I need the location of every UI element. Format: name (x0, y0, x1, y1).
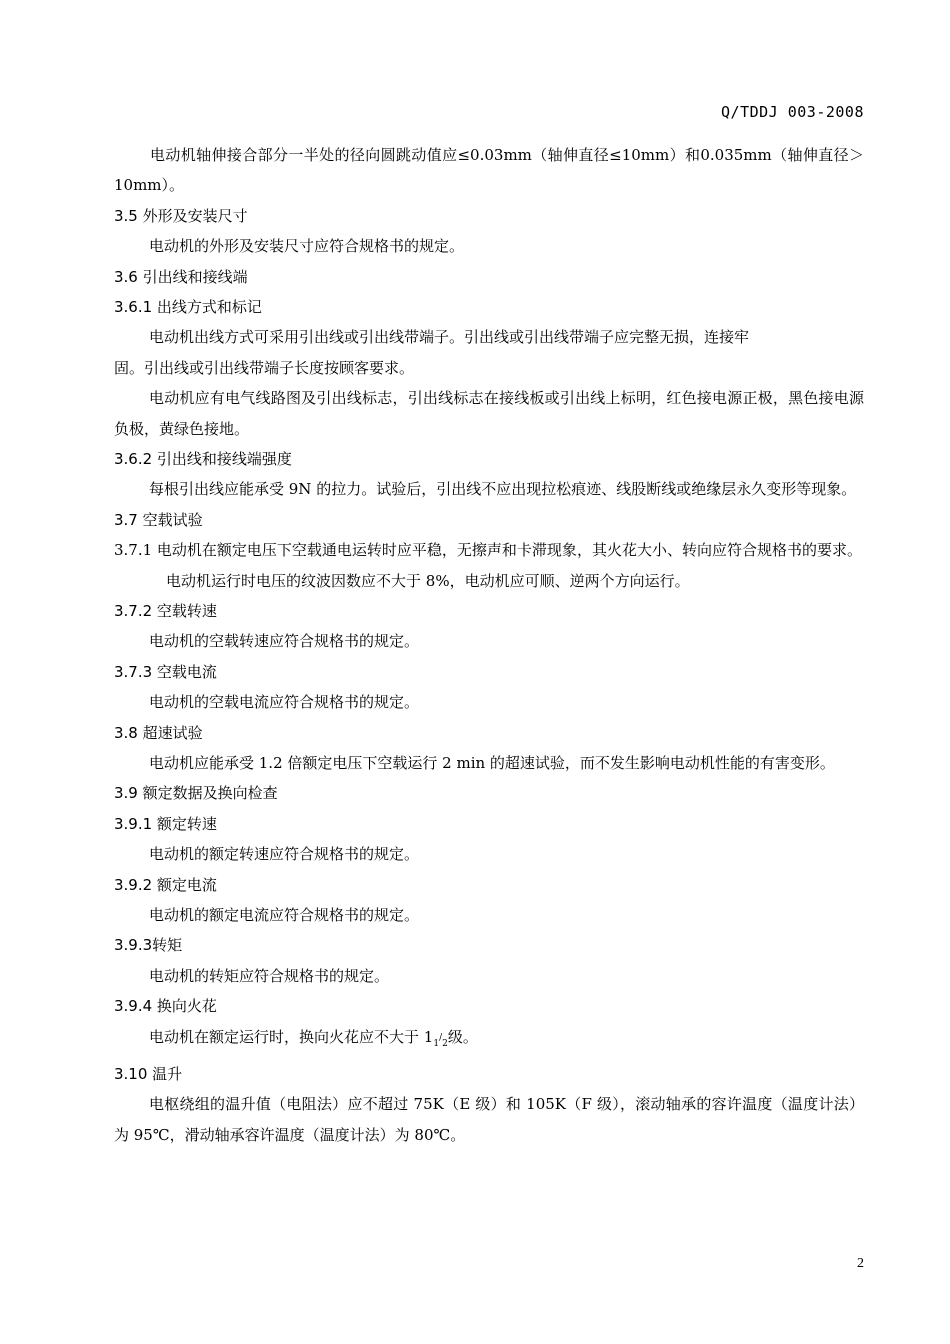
sparking-text-post: 级。 (447, 1027, 478, 1046)
document-code-header: Q/TDDJ 003-2008 (721, 103, 864, 121)
paragraph-3-9-4 (114, 1022, 864, 1059)
paragraph-3-6-1-a-line1: 电动机出线方式可采用引出线或引出线带端子。引出线或引出线带端子应完整无损，连接牢 (149, 328, 750, 347)
paragraph-3-7-1-ripple: 电动机运行时电压的纹波因数应不大于 8%，电动机应可顺、逆两个方向运行。 (166, 571, 690, 590)
paragraph-3-9-3: 电动机的转矩应符合规格书的规定。 (149, 966, 390, 985)
heading-3-9-2: 3.9.2 额定电流 (114, 875, 217, 894)
fraction-denominator: 2 (442, 1038, 448, 1049)
heading-3-7: 3.7 空载试验 (114, 510, 203, 529)
paragraph-3-6-1-b: 电动机应有电气线路图及引出线标志，引出线标志在接线板或引出线上标明，红色接电源正极，黑色接电源负极，黄绿色接地。 (114, 389, 864, 438)
heading-3-10: 3.10 温升 (114, 1064, 183, 1083)
document-body (114, 140, 864, 1150)
heading-3-7-3: 3.7.3 空载电流 (114, 662, 217, 681)
fraction-slash: / (439, 1032, 443, 1043)
heading-3-6: 3.6 引出线和接线端 (114, 267, 248, 286)
heading-3-6-1: 3.6.1 出线方式和标记 (114, 298, 262, 316)
paragraph-3-6-2: 每根引出线应能承受 9N 的拉力。试验后，引出线不应出现拉松痕迹、线股断线或绝缘层永久变形等现象。 (149, 480, 857, 499)
paragraph-3-10: 电枢绕组的温升值（电阻法）应不超过 75K（E 级）和 105K（F 级），滚动轴承的容许温度（温度计法）为 95℃，滑动轴承容许温度（温度计法）为 80℃。 (114, 1095, 864, 1144)
fraction-numerator: 1 (433, 1038, 440, 1049)
heading-3-5: 3.5 外形及安装尺寸 (114, 206, 248, 225)
heading-3-9-1: 3.9.1 额定转速 (114, 814, 217, 833)
paragraph-3-5: 电动机的外形及安装尺寸应符合规格书的规定。 (149, 237, 465, 256)
paragraph-3-9-2: 电动机的额定电流应符合规格书的规定。 (149, 905, 420, 924)
heading-3-9-4: 3.9.4 换向火花 (114, 997, 217, 1016)
paragraph-3-6-1-a-line2: 固。引出线或引出线带端子长度按顾客要求。 (114, 358, 415, 377)
paragraph-3-8: 电动机应能承受 1.2 倍额定电压下空载运行 2 min 的超速试验，而不发生影响电动机性能的有害变形。 (149, 754, 835, 772)
paragraph-3-7-3: 电动机的空载电流应符合规格书的规定。 (149, 693, 420, 712)
paragraph-3-7-2: 电动机的空载转速应符合规格书的规定。 (149, 632, 420, 651)
heading-3-7-2: 3.7.2 空载转速 (114, 602, 217, 621)
heading-3-9: 3.9 额定数据及换向检查 (114, 784, 278, 803)
heading-3-8: 3.8 超速试验 (114, 723, 203, 742)
heading-3-6-2: 3.6.2 引出线和接线端强度 (114, 450, 292, 469)
sparking-text-pre: 电动机在额定运行时，换向火花应不大于 1 (149, 1027, 434, 1046)
paragraph-shaft-runout: 电动机轴伸接合部分一半处的径向圆跳动值应≤0.03mm（轴伸直径≤10mm）和0.035mm（轴伸直径＞10mm）。 (114, 146, 864, 195)
page-number: 2 (857, 1256, 864, 1271)
paragraph-3-9-1: 电动机的额定转速应符合规格书的规定。 (149, 845, 420, 864)
heading-3-9-3: 3.9.3转矩 (114, 936, 183, 955)
paragraph-3-7-1: 3.7.1 电动机在额定电压下空载通电运转时应平稳，无擦声和卡滞现象，其火花大小、转向应符合规格书的要求。 (114, 541, 862, 560)
